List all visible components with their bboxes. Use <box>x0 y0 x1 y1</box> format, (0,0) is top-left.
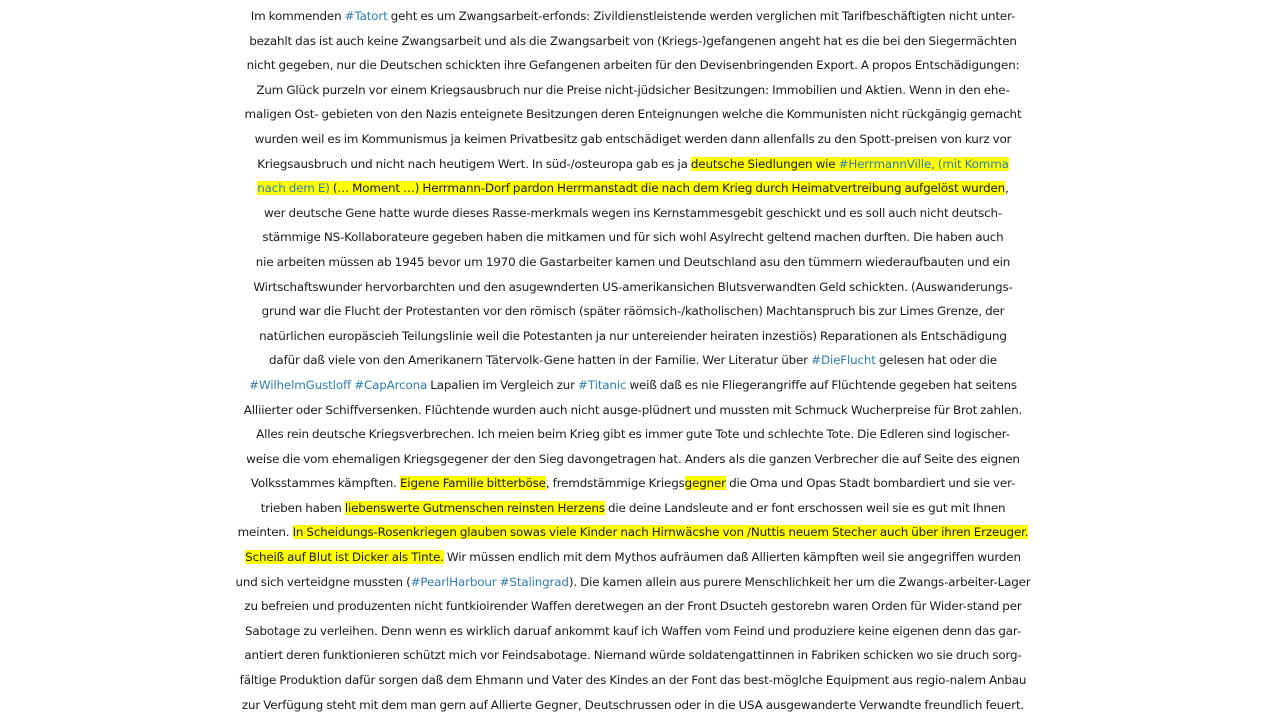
text-line <box>0 53 1266 78</box>
highlighted-text: deutsche Siedlungen wie <box>690 156 839 171</box>
text-line <box>0 594 1266 619</box>
text-run: weise die vom ehemaligen Kriegsgegener der den Sieg davongetragen hat. Anders als die ganzen Verbrecher die auf Seite des eignen <box>246 451 1020 466</box>
hashtag-link[interactable]: nach dem E) <box>257 181 330 196</box>
text-run: Zum Glück purzeln vor einem Kriegsausbruch nur die Preise nicht-jüdsicher Besitzungen: Immobilien und Aktien. Wenn in den ehe- <box>256 82 1010 97</box>
text-line <box>0 398 1266 423</box>
highlighted-text: Scheiß auf Blut ist Dicker als Tinte. <box>245 550 444 565</box>
text-line <box>0 127 1266 152</box>
text-run: gelesen hat oder die <box>875 353 997 368</box>
text-line <box>0 275 1266 300</box>
text-run: die deine Landsleute and er font erschossen weil sie es gut mit Ihnen <box>604 500 1006 515</box>
text-run: Volksstammes kämpften. <box>250 476 400 491</box>
text-run: Alles rein deutsche Kriegsverbrechen. Ich meien beim Krieg gibt es immer gute Tote und schlechte Tote. Die Edleren sind logischer- <box>256 427 1010 442</box>
text-line <box>0 201 1266 226</box>
text-run: dafür daß viele von den Amerikanern Tätervolk-Gene hatten in der Familie. Wer Literatur über <box>269 353 812 368</box>
hashtag-link[interactable]: #Tatort <box>344 9 388 23</box>
text-line <box>0 447 1266 472</box>
text-run: Alliierter oder Schiffversenken. Flüchtende wurden auch nicht ausge-plüdnert und mussten mit Schmuck Wucherpreise für Brot zahlen. <box>243 402 1023 417</box>
text-run: zu befreien und produzenten nicht funtkioirender Waffen deretwegen an der Front Dsucteh gestorebn waren Orden für Wider-stand per <box>244 599 1022 614</box>
text-run: Wirtschaftswunder hervorbarchten und den asugewnderten US-amerikansichen Blutsverwandten Geld schickten. (Auswanderungs- <box>253 279 1013 294</box>
text-line <box>0 693 1266 717</box>
text-line <box>0 373 1266 398</box>
text-line <box>0 324 1266 349</box>
text-run: wer deutsche Gene hatte wurde dieses Rasse-merkmals wegen ins Kernstammesgebit geschickt und es soll auch nicht deutsch- <box>263 205 1003 220</box>
text-run: maligen Ost- gebieten von den Nazis enteignete Besitzungen deren Enteignungen welche die Kommunisten nicht rückgängig gemacht <box>244 107 1022 122</box>
highlighted-text: (… Moment …) Herrmann-Dorf pardon Herrmanstadt die nach dem Krieg durch Heimatvertreibung aufgelöst wurden <box>329 181 1006 196</box>
hashtag-link[interactable]: #WilhelmGustloff #CapArcona <box>249 377 428 392</box>
text-line <box>0 643 1266 668</box>
hashtag-link[interactable]: #Titanic <box>578 377 627 392</box>
text-run: Sabotage zu verleihen. Denn wenn es wirklich daruaf ankommt kauf ich Waffen vom Feind und produziere keine eigenen denn das gar- <box>244 623 1022 638</box>
text-run: fältige Produktion dafür sorgen daß dem Ehmann und Vater des Kindes an der Font das best-möglche Equipment aus regio-nalem Anbau <box>239 673 1027 688</box>
text-line <box>0 570 1266 595</box>
highlighted-text: liebenswerte Gutmenschen reinsten Herzens <box>344 500 605 515</box>
text-run: Kriegsausbruch und nicht nach heutigem Wert. In süd-/osteuropa gab es ja <box>257 156 691 171</box>
text-line <box>0 225 1266 250</box>
text-run: geht es um Zwangsarbeit-erfonds: Zivildienstleistende werden verglichen mit Tarifbeschäftigten nicht unter- <box>387 9 1016 23</box>
text-run: Lapalien im Vergleich zur <box>427 377 579 392</box>
text-run: und sich verteidgne mussten ( <box>235 574 411 589</box>
text-run: die Oma und Opas Stadt bombardiert und sie ver- <box>725 476 1016 491</box>
text-line <box>0 545 1266 570</box>
text-run: Wir müssen endlich mit dem Mythos aufräumen daß Allierten kämpften weil sie angegriffen wurden <box>443 550 1021 565</box>
document-body <box>0 4 1266 717</box>
text-line <box>0 348 1266 373</box>
text-line <box>0 4 1266 29</box>
text-line <box>0 250 1266 275</box>
text-line <box>0 471 1266 496</box>
text-run: , <box>1005 181 1009 196</box>
text-run: stämmige NS-Kollaborateure gegeben haben die mitkamen und für sich wohl Asylrecht geltend machen durften. Die haben auch <box>262 230 1004 245</box>
text-run: grund war die Flucht der Protestanten vor den römisch (später räömsich-/katholischen) Machtanspruch bis zur Limes Grenze, der <box>261 304 1005 319</box>
text-run: ). Die kamen allein aus purere Menschlichkeit her um die Zwangs-arbeiter-Lager <box>568 574 1031 589</box>
text-run: bezahlt das ist auch keine Zwangsarbeit und als die Zwangsarbeit von (Kriegs-)gefangenen angeht hat es die bei den Siegermächten <box>249 33 1017 48</box>
text-run: antiert deren funktionieren schützt mich vor Feindsabotage. Niemand würde soldatengattinnen in Fabriken schicken wo sie druch sorg- <box>244 648 1022 663</box>
hashtag-link[interactable]: #HerrmannVille, (mit Komma <box>838 156 1009 171</box>
text-line <box>0 619 1266 644</box>
text-run: meinten. <box>237 525 293 540</box>
text-line <box>0 520 1266 545</box>
highlighted-text: gegner <box>684 476 726 491</box>
text-line <box>0 176 1266 201</box>
text-line <box>0 152 1266 177</box>
text-run: weiß daß es nie Fliegerangriffe auf Flüchtende gegeben hat seitens <box>626 377 1017 392</box>
text-line <box>0 102 1266 127</box>
text-run: trieben haben <box>260 500 345 515</box>
text-run: nicht gegeben, nur die Deutschen schickten ihre Gefangenen arbeiten für den Devisenbringenden Export. A propos Entschädigungen: <box>246 58 1020 73</box>
text-line <box>0 668 1266 693</box>
text-run: wurden weil es im Kommunismus ja keimen Privatbesitz gab entschädiget werden dann allenfalls zu den Spott-preisen von kurz vor <box>254 131 1012 146</box>
text-run: nie arbeiten müssen ab 1945 bevor um 1970 die Gastarbeiter kamen und Deutschland asu den tümmern wiederaufbauten und ein <box>255 254 1011 269</box>
text-line <box>0 422 1266 447</box>
text-line <box>0 299 1266 324</box>
highlighted-text: Eigene Familie bitterböse <box>399 476 546 491</box>
text-line <box>0 29 1266 54</box>
hashtag-link[interactable]: #DieFlucht <box>811 353 876 368</box>
text-line <box>0 496 1266 521</box>
hashtag-link[interactable]: #PearlHarbour #Stalingrad <box>410 574 569 589</box>
text-run: Im kommenden <box>250 9 345 23</box>
text-run: , fremdstämmige Kriegs <box>545 476 685 491</box>
text-run: zur Verfügung steht mit dem man gern auf Allierte Gegner, Deutschrussen oder in die USA ausgewanderte Verwandte freundlich feuert. <box>241 697 1025 712</box>
text-run: natürlichen europäscieh Teilungslinie weil die Potestanten ja nur untereiender heiraten inzestiös) Reparationen als Entschädigung <box>259 328 1007 343</box>
text-line <box>0 78 1266 103</box>
highlighted-text: In Scheidungs-Rosenkriegen glauben sowas viele Kinder nach Hirnwäcshe von /Nuttis neuem Stecher auch über ihren Erzeuger. <box>292 525 1029 540</box>
